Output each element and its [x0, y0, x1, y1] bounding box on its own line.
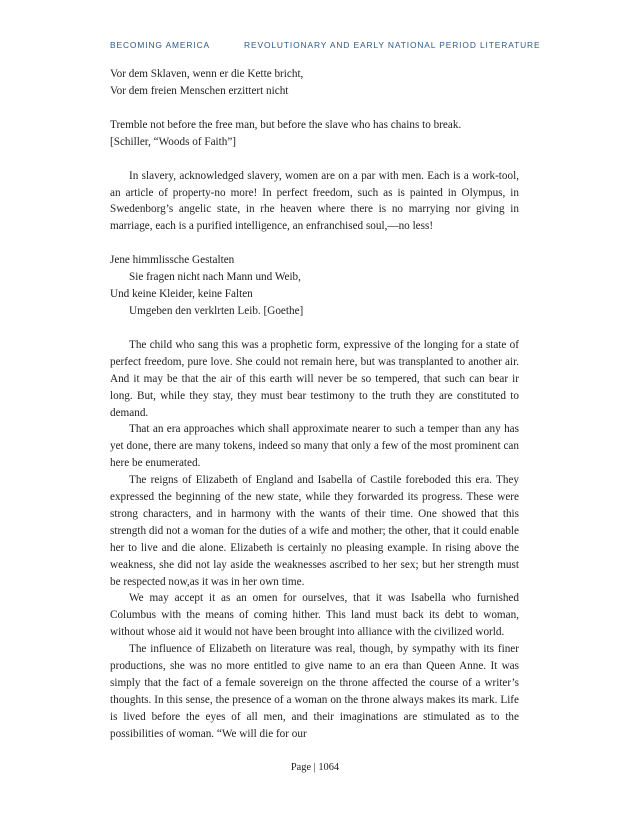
paragraph: We may accept it as an omen for ourselves, that it was Isabella who furnished Columbus with the means of coming hither. This land must back its debt to woman, without whose aid it would not have been brought into alliance with the civilized world.: [110, 592, 519, 639]
page-body: [110, 66, 519, 743]
verse-line: Und keine Kleider, keine Falten: [110, 288, 253, 301]
paragraph: The child who sang this was a prophetic form, expressive of the longing for a state of perfect freedom, pure love. She could not remain here, but was transplanted to another air. And it may be that the air of this earth will never be so tempered, that such can bear ir long. But, while they stay, they must bear testimony to the truth they are constituted to demand.: [110, 338, 519, 419]
running-header: [110, 40, 541, 50]
german-verse-goethe: [110, 252, 519, 320]
translation-line: Tremble not before the free man, but before the slave who has chains to break.: [110, 118, 462, 131]
verse-line: Umgeben den verklrten Leib. [Goethe]: [129, 304, 304, 317]
citation: [Schiller, “Woods of Faith”]: [110, 135, 237, 148]
german-verse-schiller: [110, 66, 519, 100]
header-book-title: BECOMING AMERICA: [110, 40, 211, 50]
verse-translation: [110, 117, 519, 151]
page-number: Page | 1064: [290, 762, 340, 773]
paragraph: The influence of Elizabeth on literature was real, though, by sympathy with its finer productions, she was no more entitled to give name to an era than Queen Anne. It was simply that the fact of a female sovereign on the throne affected the course of a writer’s thoughts. In this sense, the presence of a woman on the throne always makes its mark. Life is lived before the eyes of all men, and their imaginations are stimulated as to the possibilities of woman. “We will die for our: [110, 643, 519, 740]
verse-line: Vor dem freien Menschen erzittert nicht: [110, 84, 289, 97]
paragraph: The reigns of Elizabeth of England and Isabella of Castile foreboded this era. They expressed the beginning of the new state, while they forwarded its progress. These were strong characters, and in harmony with the wants of their time. One showed that this strength did not a woman for the duties of a wife and mother; the other, that it could enable her to live and die alone. Elizabeth is certainly no pleasing example. In rising above the weakness, she did not lay aside the weaknesses ascribed to her sex; but her strength must be respected now,as it was in her own time.: [110, 474, 519, 588]
header-section-title: REVOLUTIONARY AND EARLY NATIONAL PERIOD LITERATURE: [244, 40, 541, 50]
verse-line: Sie fragen nicht nach Mann und Weib,: [129, 271, 301, 284]
verse-line: Jene himmlissche Gestalten: [110, 254, 235, 267]
paragraph: In slavery, acknowledged slavery, women are on a par with men. Each is a work-tool, an article of property-no more! In perfect freedom, such as is painted in Olympus, in Swedenborg’s angelic state, in rhe heaven where there is no marrying nor giving in marriage, each is a purified intelligence, an enfranchised soul,—no less!: [110, 169, 519, 233]
verse-line: Vor dem Sklaven, wenn er die Kette bricht,: [110, 68, 304, 80]
paragraph: That an era approaches which shall approximate nearer to such a temper than any has yet done, there are many tokens, indeed so many that only a few of the most prominent can here be enumerated.: [110, 423, 519, 470]
